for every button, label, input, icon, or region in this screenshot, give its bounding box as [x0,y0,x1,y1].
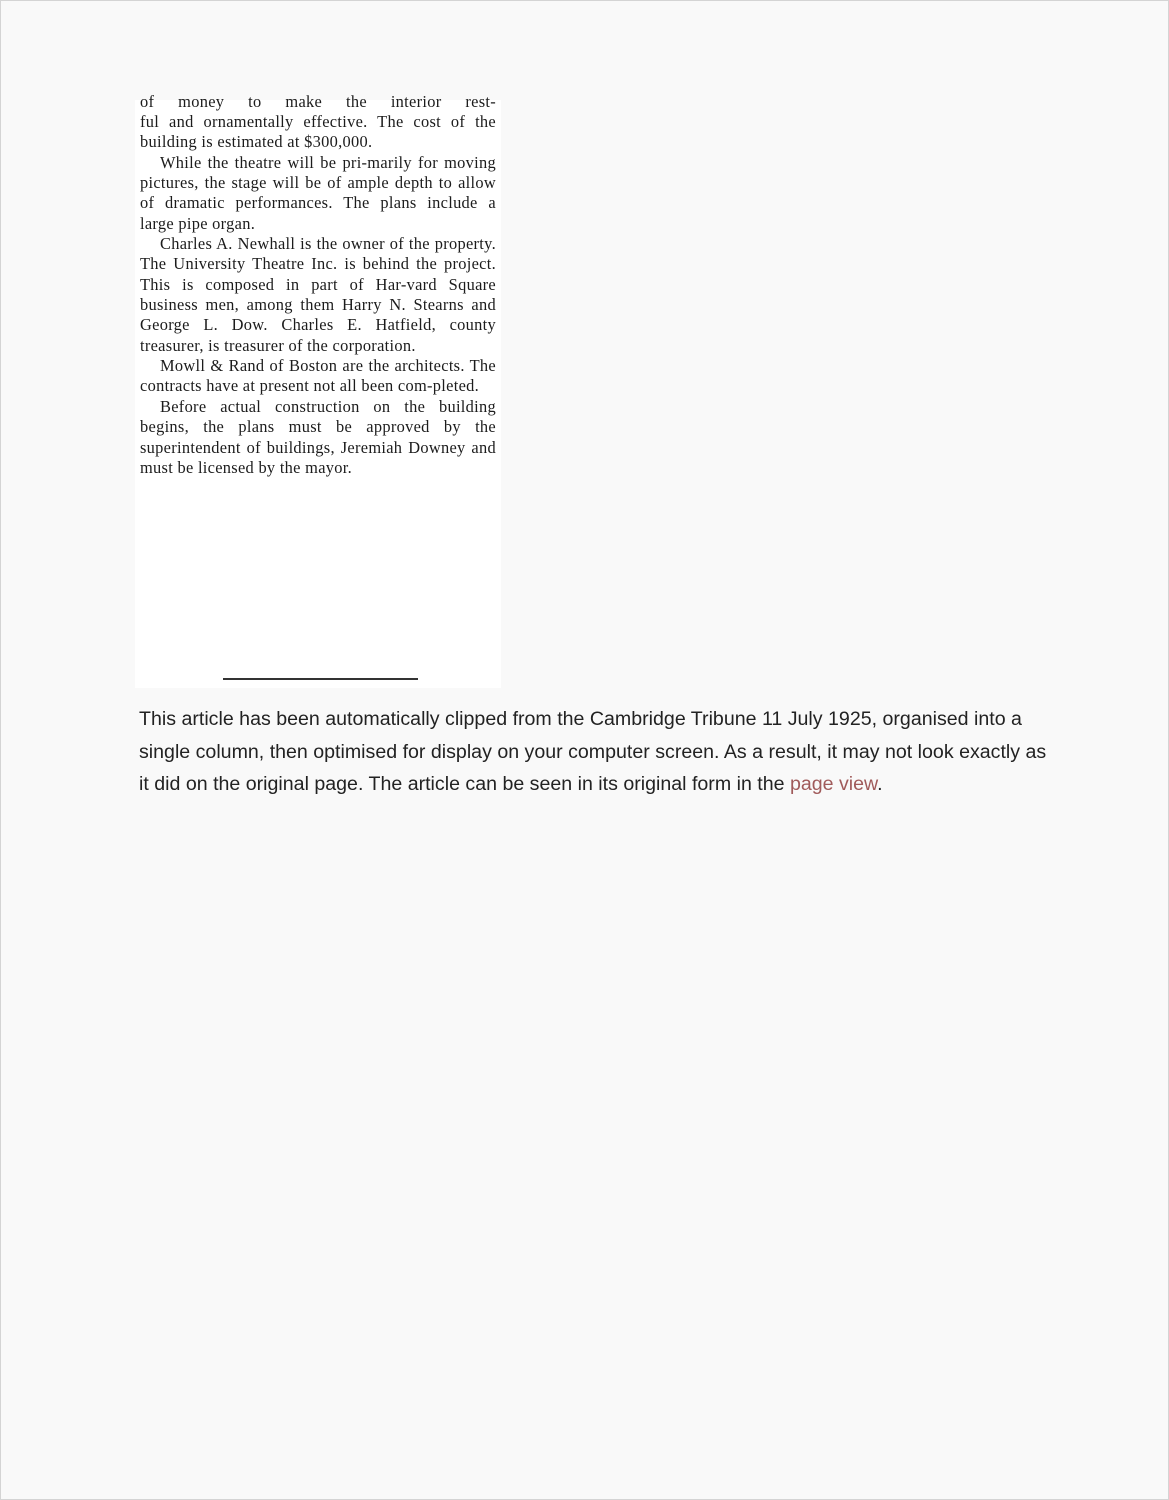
article-end-rule [223,678,418,680]
article-paragraph-1: ful and ornamentally effective. The cost of the building is estimated at $300,000. [140,112,496,152]
cut-off-line: of money to make the interior rest- [140,92,496,111]
article-paragraph-2: While the theatre will be pri-marily for moving pictures, the stage will be of ample depth to allow of dramatic performances. The plans include a large pipe organ. [140,152,496,233]
article-clipping-image [135,92,501,688]
clipping-notice [139,703,1049,801]
page-view-link[interactable]: page view [789,773,878,796]
article-paragraph-3: Charles A. Newhall is the owner of the property. The University Theatre Inc. is behind the project. This is composed in part of Har-vard Square business men, among them Harry N. Stearns and George L. Dow. Charles E. Hatfield, county treasurer, is treasurer of the corporation. [140,234,496,355]
article-paragraph-4: Mowll & Rand of Boston are the architects. The contracts have at present not all been com-pleted. [140,356,496,396]
article-column [140,92,496,478]
article-paragraph-5: Before actual construction on the building begins, the plans must be approved by the superintendent of buildings, Jeremiah Downey and must be licensed by the mayor. [140,396,496,477]
notice-text: This article has been automatically clipped from the Cambridge Tribune 11 July 1925, organised into a single column, then optimised for display on your computer screen. As a result, it may not look exactly as it did on the original page. The article can be seen in its original form in the [139,708,1047,796]
notice-text-end: . [877,773,883,796]
